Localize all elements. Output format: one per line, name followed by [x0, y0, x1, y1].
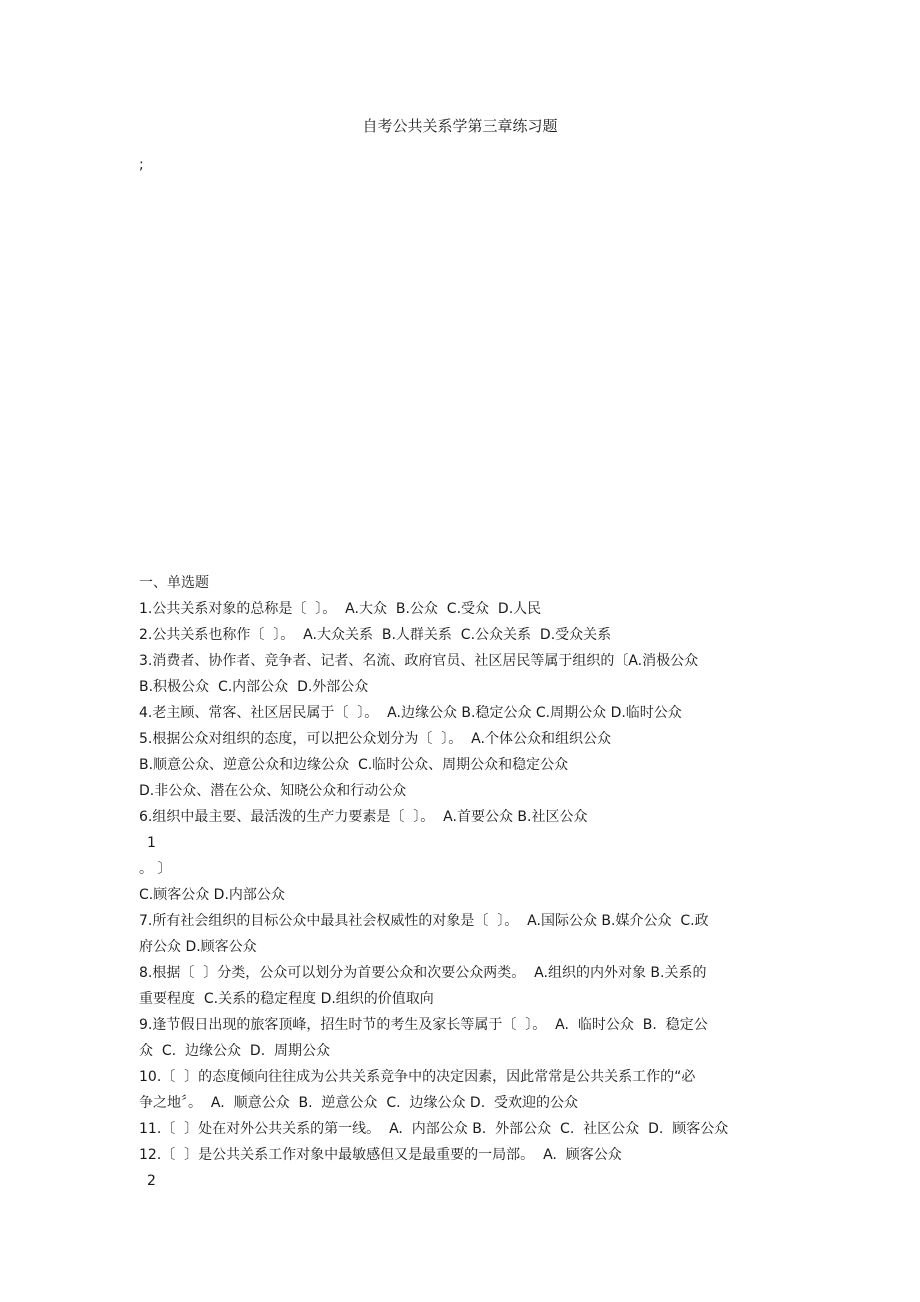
text-line: 。 〕 — [139, 861, 172, 877]
text-line: C.顾客公众 D.内部公众 — [139, 887, 285, 903]
text-line: 10.〔 〕的态度倾向往往成为公共关系竞争中的决定因素，因此常常是公共关系工作的“必 — [139, 1069, 696, 1085]
section-heading: 一、单选题 — [139, 575, 209, 591]
stray-semicolon: ; — [139, 157, 144, 173]
text-line: 8.根据〔 〕分类，公众可以划分为首要公众和次要公众两类。 A.组织的内外对象 B.关系的 — [139, 965, 707, 981]
text-line: B.积极公众 C.内部公众 D.外部公众 — [139, 679, 369, 695]
document-body — [139, 570, 789, 1194]
text-line: 4.老主顾、常客、社区居民属于〔 〕。 A.边缘公众 B.稳定公众 C.周期公众 D.临时公众 — [139, 705, 682, 721]
text-line: 2.公共关系也称作〔 〕。 A.大众关系 B.人群关系 C.公众关系 D.受众关系 — [139, 627, 612, 643]
text-line: 7.所有社会组织的目标公众中最具社会权威性的对象是〔 〕。 A.国际公众 B.媒介公众 C.政 — [139, 913, 709, 929]
text-line: 12.〔 〕是公共关系工作对象中最敏感但又是最重要的一局部。 A. 顾客公众 — [139, 1147, 622, 1163]
text-line: 5.根据公众对组织的态度，可以把公众划分为〔 〕。 A.个体公众和组织公众 — [139, 731, 611, 747]
text-line: B.顺意公众、逆意公众和边缘公众 C.临时公众、周期公众和稳定公众 — [139, 757, 569, 773]
text-line: 9.逢节假日出现的旅客顶峰，招生时节的考生及家长等属于〔 〕。 A. 临时公众 B. 稳定公 — [139, 1017, 708, 1033]
text-line: 6.组织中最主要、最活泼的生产力要素是〔 〕。 A.首要公众 B.社区公众 — [139, 809, 588, 825]
text-line: 11.〔 〕处在对外公共关系的第一线。 A. 内部公众 B. 外部公众 C. 社区公众 D. 顾客公众 — [139, 1121, 729, 1137]
document-title: 自考公共关系学第三章练习题 — [362, 117, 558, 135]
text-line: 府公众 D.顾客公众 — [139, 939, 257, 955]
text-line: 重要程度 C.关系的稳定程度 D.组织的价值取向 — [139, 991, 434, 1007]
text-line: 众 C. 边缘公众 D. 周期公众 — [139, 1043, 331, 1059]
page-number: 1 — [147, 835, 156, 851]
text-line: 3.消费者、协作者、竞争者、记者、名流、政府官员、社区居民等属于组织的〔A.消极公众 — [139, 653, 699, 669]
page-number: 2 — [147, 1173, 156, 1189]
text-line: D.非公众、潜在公众、知晓公众和行动公众 — [139, 783, 407, 799]
text-line: 争之地〞。 A. 顺意公众 B. 逆意公众 C. 边缘公众 D. 受欢迎的公众 — [139, 1095, 579, 1111]
text-line: 1.公共关系对象的总称是〔 〕。 A.大众 B.公众 C.受众 D.人民 — [139, 601, 542, 617]
